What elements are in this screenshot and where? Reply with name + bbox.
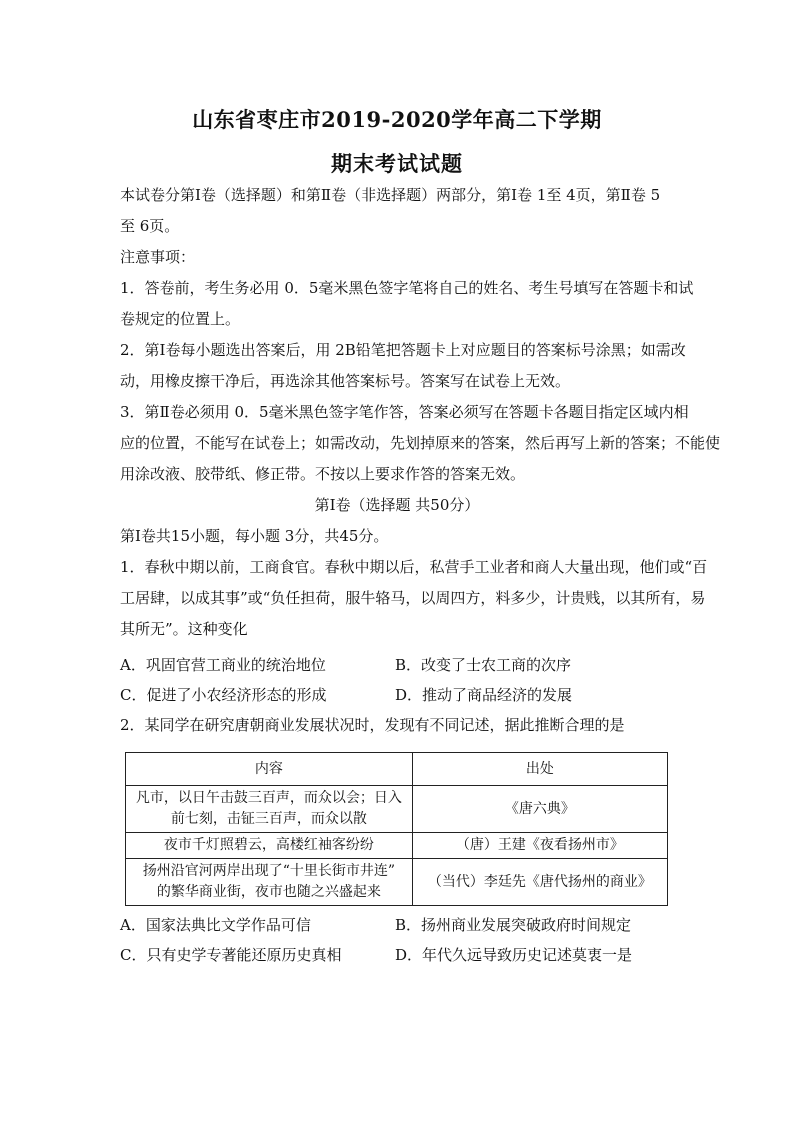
cell-line: 凡市，以日午击鼓三百声，而众以会；日入 [135, 790, 402, 806]
cell-line: 扬州沿官河两岸出现了“十里长街市井连” [142, 863, 396, 879]
notice-line: 3．第Ⅱ卷必须用 0．5毫米黑色签字笔作答，答案必须写在答题卡各题目指定区域内相 [120, 403, 689, 421]
table-cell-content [126, 786, 413, 833]
notice-line: 动，用橡皮擦干净后，再选涂其他答案标号。答案写在试卷上无效。 [120, 372, 571, 390]
q1-option-a: A．巩固官营工商业的统治地位 [120, 656, 326, 674]
stem-line: 工居肆，以成其事”或“负任担荷，服牛辂马，以周四方，料多少，计贵贱，以其所有，易 [120, 589, 706, 607]
notice-line: 2．第Ⅰ卷每小题选出答案后，用 2B铅笔把答题卡上对应题目的答案标号涂黑；如需改 [120, 341, 686, 359]
table-row [126, 786, 668, 833]
intro-paragraph [120, 180, 680, 242]
intro-line: 本试卷分第Ⅰ卷（选择题）和第Ⅱ卷（非选择题）两部分，第Ⅰ卷 1至 4页，第Ⅱ卷 5 [120, 186, 661, 204]
notice-line: 用涂改液、胶带纸、修正带。不按以上要求作答的答案无效。 [120, 465, 526, 483]
intro-line: 至 6页。 [120, 217, 180, 235]
table-header-content: 内容 [126, 753, 413, 786]
table-cell-content [126, 833, 413, 859]
table-header-source: 出处 [412, 753, 667, 786]
notice-1 [120, 273, 694, 335]
notice-2 [120, 335, 686, 397]
notice-line: 应的位置，不能写在试卷上；如需改动，先划掉原来的答案，然后再写上新的答案；不能使 [120, 434, 721, 452]
table-cell-source: （当代）李廷先《唐代扬州的商业》 [412, 859, 667, 906]
cell-line: 的繁华商业街，夜市也随之兴盛起来 [156, 884, 381, 900]
notice-line: 1．答卷前，考生务必用 0．5毫米黑色签字笔将自己的姓名、考生号填写在答题卡和试 [120, 279, 694, 297]
table-row [126, 859, 668, 906]
table-header-row [126, 753, 668, 786]
q2-option-b: B．扬州商业发展突破政府时间规定 [395, 916, 632, 934]
stem-line: 1．春秋中期以前，工商食官。春秋中期以后，私营手工业者和商人大量出现，他们或“百 [120, 558, 708, 576]
stem-line: 其所无”。这种变化 [120, 620, 248, 638]
question-2-stem: 2．某同学在研究唐朝商业发展状况时，发现有不同记述，据此推断合理的是 [120, 716, 625, 734]
q1-option-c: C．促进了小农经济形态的形成 [120, 686, 327, 704]
table-row [126, 833, 668, 859]
q2-option-d: D．年代久远导致历史记述莫衷一是 [395, 946, 633, 964]
notice-heading: 注意事项： [120, 248, 196, 266]
section-description: 第Ⅰ卷共15小题，每小题 3分，共45分。 [120, 527, 389, 545]
notice-line: 卷规定的位置上。 [120, 310, 241, 328]
q2-option-a: A．国家法典比文学作品可信 [120, 916, 311, 934]
table-cell-source: 《唐六典》 [412, 786, 667, 833]
notice-3 [120, 397, 721, 490]
q1-option-b: B．改变了士农工商的次序 [395, 656, 572, 674]
q2-option-c: C．只有史学专著能还原历史真相 [120, 946, 342, 964]
section-title: 第Ⅰ卷（选择题 共50分） [314, 496, 480, 514]
q1-option-d: D．推动了商品经济的发展 [395, 686, 573, 704]
exam-title: 山东省枣庄市2019-2020学年高二下学期 [192, 107, 602, 132]
source-table [125, 752, 668, 906]
cell-line: 前七刻，击钲三百声，而众以散 [170, 811, 367, 827]
table-cell-content [126, 859, 413, 906]
exam-subtitle: 期末考试试题 [331, 151, 463, 176]
question-1-stem [120, 552, 708, 645]
table-cell-source: （唐）王建《夜看扬州市》 [412, 833, 667, 859]
cell-line: 夜市千灯照碧云，高楼红袖客纷纷 [163, 837, 374, 853]
